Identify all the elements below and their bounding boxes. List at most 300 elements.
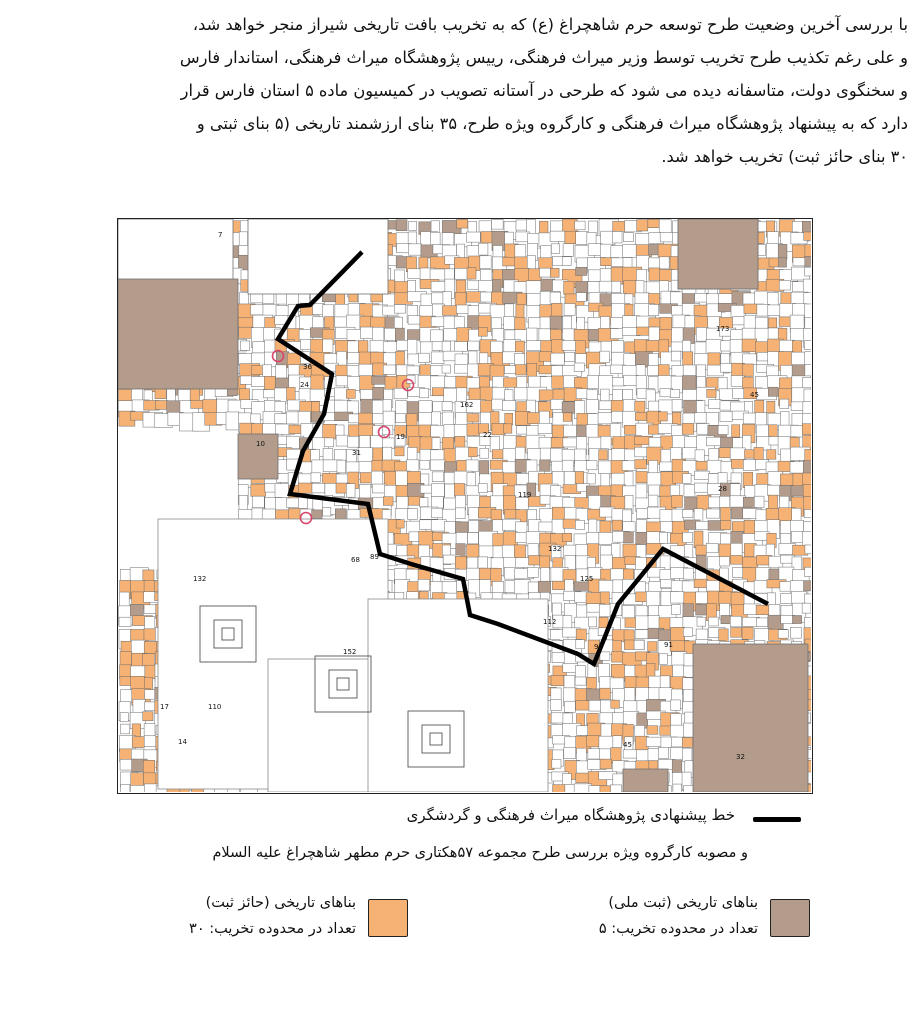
map-parcel xyxy=(600,351,610,363)
map-parcel xyxy=(635,630,649,639)
map-parcel xyxy=(622,461,637,471)
map-parcel xyxy=(263,294,274,304)
map-parcel xyxy=(706,509,719,518)
parcel-number-label: 152 xyxy=(343,648,357,656)
map-parcel xyxy=(479,243,488,255)
map-parcel xyxy=(311,473,320,483)
map-parcel xyxy=(707,389,716,397)
map-parcel xyxy=(550,292,561,304)
map-parcel xyxy=(576,605,586,618)
parcel-number-label: 91 xyxy=(664,641,673,649)
map-parcel xyxy=(253,496,265,508)
map-parcel xyxy=(529,555,541,564)
map-parcel xyxy=(442,365,450,373)
map-parcel xyxy=(720,557,730,566)
map-parcel xyxy=(672,604,681,614)
map-parcel xyxy=(241,341,250,350)
map-parcel xyxy=(623,233,633,242)
map-parcel xyxy=(720,520,731,530)
map-parcel xyxy=(767,450,776,460)
map-parcel xyxy=(601,436,611,450)
parcel-number-label: 24 xyxy=(300,381,309,389)
map-parcel xyxy=(395,447,404,456)
map-parcel xyxy=(563,244,574,256)
map-parcel xyxy=(805,256,811,266)
map-parcel xyxy=(467,268,476,279)
map-parcel xyxy=(132,724,141,737)
parcel-number-label: 31 xyxy=(352,449,361,457)
map-parcel xyxy=(754,496,764,507)
map-parcel xyxy=(600,592,609,605)
map-parcel xyxy=(672,509,684,522)
legend-line-label: خط پیشنهادی پژوهشگاه میراث فرهنگی و گردشگری xyxy=(406,806,735,824)
map-parcel xyxy=(527,413,540,424)
map-parcel xyxy=(346,484,355,497)
map-parcel xyxy=(563,438,578,447)
map-parcel xyxy=(455,508,465,519)
map-parcel xyxy=(336,435,349,446)
map-parcel xyxy=(779,258,787,267)
map-parcel xyxy=(564,676,575,690)
map-parcel xyxy=(612,411,624,422)
map-parcel xyxy=(613,736,622,748)
map-parcel xyxy=(563,713,573,723)
map-parcel xyxy=(803,402,811,415)
map-parcel xyxy=(768,387,778,396)
map-parcel xyxy=(635,460,647,469)
map-parcel xyxy=(467,414,479,422)
map-parcel xyxy=(742,364,753,376)
map-parcel xyxy=(600,244,612,258)
map-parcel xyxy=(298,483,312,493)
map-parcel xyxy=(802,424,811,435)
map-parcel xyxy=(804,581,811,591)
map-parcel xyxy=(577,317,585,329)
intro-line: ۳۰ بنای حائز ثبت) تخریب خواهد شد. xyxy=(661,147,908,166)
map-parcel xyxy=(312,483,325,493)
national-heritage-swatch xyxy=(770,899,810,937)
map-parcel xyxy=(478,484,487,493)
map-parcel xyxy=(550,486,561,497)
map-parcel xyxy=(694,483,707,492)
parcel-number-label: 28 xyxy=(718,485,727,493)
map-parcel xyxy=(730,616,741,627)
map-parcel xyxy=(756,605,771,615)
map-parcel xyxy=(586,735,599,746)
intro-line: دارد که به پیشنهاد پژوهشگاه میراث فرهنگی و کارگروه ویژه طرح، ۳۵ بنای ارزشمند تاریخی (۵ بنای ثبتی و xyxy=(196,114,908,133)
parcel-number-label: 17 xyxy=(160,703,169,711)
map-parcel xyxy=(731,628,742,637)
map-parcel xyxy=(779,317,791,327)
map-parcel xyxy=(517,293,526,305)
map-parcel xyxy=(190,388,199,402)
map-parcel xyxy=(442,402,452,411)
map-parcel xyxy=(636,270,646,282)
map-parcel xyxy=(769,258,779,267)
map-parcel xyxy=(766,508,780,520)
map-parcel xyxy=(408,316,420,324)
map-parcel xyxy=(575,221,585,230)
map-parcel xyxy=(155,401,168,410)
map-parcel xyxy=(563,329,576,342)
map-parcel xyxy=(480,256,491,269)
map-parcel xyxy=(467,532,478,543)
map-parcel xyxy=(682,738,692,748)
map-parcel xyxy=(659,747,669,758)
intro-line: و علی رغم تکذیب طرح تخریب توسط وزیر میراث فرهنگی، رییس پژوهشگاه میراث فرهنگی، استاندار فارس xyxy=(179,48,908,67)
map-parcel xyxy=(359,413,373,424)
map-parcel xyxy=(564,747,576,758)
map-parcel xyxy=(540,268,552,277)
map-open-area xyxy=(368,599,548,792)
map-parcel xyxy=(565,352,575,361)
map-parcel xyxy=(408,244,421,255)
map-parcel xyxy=(575,520,584,529)
parcel-number-label: 89 xyxy=(370,553,379,561)
map-parcel xyxy=(515,365,526,375)
map-parcel xyxy=(792,616,801,624)
map-parcel xyxy=(731,376,744,387)
map-parcel xyxy=(421,294,433,307)
map-parcel xyxy=(551,675,564,686)
parcel-number-label: 45 xyxy=(623,741,632,749)
parcel-number-label: 32 xyxy=(736,753,745,761)
map-parcel xyxy=(696,604,707,615)
map-parcel xyxy=(144,605,157,614)
map-parcel xyxy=(672,306,683,315)
map-parcel xyxy=(119,617,131,626)
map-parcel xyxy=(768,495,777,510)
map-parcel xyxy=(551,399,564,409)
map-parcel xyxy=(550,231,565,241)
map-parcel xyxy=(671,700,681,710)
map-parcel xyxy=(636,471,647,482)
map-parcel xyxy=(455,436,465,448)
map-parcel xyxy=(682,294,694,304)
map-parcel xyxy=(467,281,479,289)
map-building-parcel xyxy=(248,219,388,294)
map-parcel xyxy=(131,666,145,677)
map-parcel xyxy=(684,484,695,496)
map-parcel xyxy=(564,304,575,316)
map-parcel xyxy=(514,353,524,365)
map-parcel xyxy=(730,555,742,564)
map-parcel xyxy=(649,293,660,304)
map-parcel xyxy=(383,365,395,374)
map-parcel xyxy=(805,267,811,276)
map-parcel xyxy=(805,567,811,576)
map-parcel xyxy=(372,327,383,342)
map-parcel xyxy=(742,627,753,639)
map-parcel xyxy=(697,424,709,435)
map-parcel xyxy=(731,459,745,468)
map-parcel xyxy=(538,581,550,594)
map-parcel xyxy=(792,341,801,353)
map-building-parcel xyxy=(118,279,238,389)
map-parcel xyxy=(313,303,324,314)
map-parcel xyxy=(718,425,728,434)
map-parcel xyxy=(780,399,789,408)
map-parcel xyxy=(612,341,624,353)
map-parcel xyxy=(372,484,386,493)
parcel-number-label: 162 xyxy=(460,401,474,409)
map-parcel xyxy=(120,713,128,722)
map-parcel xyxy=(600,652,610,660)
map-parcel xyxy=(442,412,453,426)
map-parcel xyxy=(791,402,803,411)
map-parcel xyxy=(431,508,442,518)
map-parcel xyxy=(720,411,732,421)
map-parcel xyxy=(682,510,693,518)
map-parcel xyxy=(659,654,667,665)
map-parcel xyxy=(143,712,153,721)
map-parcel xyxy=(588,749,600,759)
map-parcel xyxy=(672,495,683,507)
map-parcel xyxy=(660,317,672,330)
map-parcel xyxy=(360,327,373,339)
registered-heritage-count: تعداد در محدوده تخریب: ۳۰ xyxy=(189,921,356,937)
map-parcel xyxy=(719,448,731,458)
map-parcel xyxy=(407,330,421,341)
map-parcel xyxy=(540,460,550,472)
map-parcel xyxy=(682,448,696,459)
map-parcel xyxy=(636,520,647,533)
map-parcel xyxy=(768,318,777,328)
map-parcel xyxy=(467,232,481,242)
map-parcel xyxy=(658,412,667,421)
map-parcel xyxy=(384,328,396,340)
map-parcel xyxy=(552,759,561,768)
map-parcel xyxy=(694,471,709,479)
map-parcel xyxy=(575,677,586,685)
parcel-number-label: 112 xyxy=(543,618,557,626)
legend-boundary-line xyxy=(117,802,813,836)
map-parcel xyxy=(648,495,658,507)
map-parcel xyxy=(790,627,801,638)
map-parcel xyxy=(432,497,444,508)
map-parcel xyxy=(457,219,468,228)
map-parcel xyxy=(479,546,494,557)
map-parcel xyxy=(671,351,681,361)
map-parcel xyxy=(635,412,646,420)
map-parcel xyxy=(670,390,679,398)
map-parcel xyxy=(251,377,265,387)
map-parcel xyxy=(358,341,368,353)
map-parcel xyxy=(538,423,552,433)
map-parcel xyxy=(624,532,634,543)
map-parcel xyxy=(324,438,334,447)
map-parcel xyxy=(587,474,595,484)
map-parcel xyxy=(467,544,479,558)
map-parcel xyxy=(430,269,446,280)
map-parcel xyxy=(468,341,479,350)
map-parcel xyxy=(802,413,811,425)
map-parcel xyxy=(695,413,708,423)
map-parcel xyxy=(420,498,428,507)
map-parcel xyxy=(454,316,464,328)
parcel-number-label: 7 xyxy=(218,231,223,239)
map-parcel xyxy=(574,363,584,371)
map-parcel xyxy=(130,604,143,616)
map-parcel xyxy=(575,472,584,484)
map-parcel xyxy=(743,413,755,424)
map-parcel xyxy=(683,628,692,637)
map-parcel xyxy=(611,785,622,792)
map-parcel xyxy=(277,473,289,482)
map-parcel xyxy=(505,232,514,245)
map-parcel xyxy=(779,340,794,351)
map-parcel xyxy=(589,617,597,627)
map-parcel xyxy=(564,701,575,712)
map-parcel xyxy=(684,568,694,579)
map-parcel xyxy=(647,726,658,735)
map-parcel xyxy=(408,509,418,520)
map-parcel xyxy=(755,400,764,413)
map-parcel xyxy=(709,617,719,626)
map-parcel xyxy=(312,510,323,518)
map-parcel xyxy=(383,399,392,412)
map-parcel xyxy=(600,759,612,769)
map-building-parcel xyxy=(623,769,668,792)
map-parcel xyxy=(778,244,787,259)
map-parcel xyxy=(251,484,266,496)
map-parcel xyxy=(649,305,659,316)
map-parcel xyxy=(132,737,144,748)
map-parcel xyxy=(406,414,417,426)
map-parcel xyxy=(805,317,811,329)
registered-heritage-swatch xyxy=(368,899,408,937)
map-parcel xyxy=(743,354,757,364)
map-parcel xyxy=(551,244,559,254)
map-parcel xyxy=(551,699,562,710)
map-parcel xyxy=(732,425,740,437)
map-parcel xyxy=(709,400,722,409)
map-parcel xyxy=(742,339,757,352)
map-parcel xyxy=(431,484,444,497)
map-parcel xyxy=(360,390,373,401)
parcel-number-label: 36 xyxy=(303,363,312,371)
legend-line-subtitle: و مصوبه کارگروه ویژه بررسی طرح مجموعه ۵۷هکتاری حرم مطهر شاهچراغ علیه السلام xyxy=(212,845,748,861)
map-parcel xyxy=(396,520,404,528)
map-parcel xyxy=(563,616,572,630)
heritage-map xyxy=(117,218,813,794)
map-parcel xyxy=(420,460,430,469)
map-parcel xyxy=(672,412,681,424)
map-parcel xyxy=(683,604,694,617)
map-parcel xyxy=(492,387,505,399)
map-parcel xyxy=(648,219,659,227)
map-parcel xyxy=(805,340,811,349)
parcel-number-label: 110 xyxy=(208,703,222,711)
map-parcel xyxy=(454,483,464,496)
parcel-number-label: 132 xyxy=(548,545,562,553)
map-parcel xyxy=(792,413,803,425)
map-parcel xyxy=(262,365,271,377)
map-parcel xyxy=(505,413,513,425)
map-parcel xyxy=(552,519,564,534)
map-parcel xyxy=(550,221,562,232)
map-parcel xyxy=(551,303,562,317)
map-parcel xyxy=(562,533,571,541)
map-parcel xyxy=(576,640,585,649)
map-parcel xyxy=(779,280,790,290)
map-parcel xyxy=(804,617,811,628)
map-parcel xyxy=(431,520,446,531)
map-parcel xyxy=(672,400,682,412)
map-parcel xyxy=(778,630,788,638)
map-parcel xyxy=(634,640,644,649)
map-parcel xyxy=(550,268,559,277)
map-parcel xyxy=(337,460,346,473)
map-parcel xyxy=(466,460,478,472)
map-parcel xyxy=(382,438,394,448)
map-parcel xyxy=(576,267,587,275)
map-parcel xyxy=(539,352,552,362)
map-parcel xyxy=(418,353,429,362)
map-parcel xyxy=(418,579,430,591)
map-parcel xyxy=(646,591,660,606)
map-parcel xyxy=(491,568,502,581)
map-parcel xyxy=(432,472,443,482)
map-parcel xyxy=(527,567,538,577)
map-parcel xyxy=(682,748,692,761)
map-parcel xyxy=(696,545,706,555)
map-parcel xyxy=(504,424,512,433)
map-parcel xyxy=(526,328,537,341)
map-parcel xyxy=(480,448,489,458)
map-parcel xyxy=(492,423,505,434)
map-parcel xyxy=(504,317,515,330)
map-parcel xyxy=(612,520,622,530)
map-parcel xyxy=(479,461,488,476)
map-parcel xyxy=(682,423,694,434)
parcel-number-label: 98 xyxy=(594,643,603,651)
map-parcel xyxy=(385,376,398,389)
parcel-number-label: 19 xyxy=(396,433,405,441)
map-parcel xyxy=(118,389,133,401)
map-parcel xyxy=(467,424,480,436)
map-parcel xyxy=(802,603,811,613)
map-parcel xyxy=(430,460,445,470)
map-parcel xyxy=(287,387,296,401)
national-heritage-count: تعداد در محدوده تخریب: ۵ xyxy=(598,921,758,937)
map-parcel xyxy=(121,724,130,734)
map-parcel xyxy=(287,498,301,507)
map-parcel xyxy=(601,389,609,401)
map-parcel xyxy=(526,341,542,351)
map-parcel xyxy=(804,232,811,240)
map-canvas xyxy=(118,219,811,792)
map-parcel xyxy=(612,281,621,292)
map-parcel xyxy=(478,328,487,337)
map-parcel xyxy=(586,593,601,606)
map-parcel xyxy=(383,447,392,461)
map-parcel xyxy=(600,688,611,699)
map-building-parcel xyxy=(693,644,808,792)
map-parcel xyxy=(468,447,477,457)
boundary-line-swatch xyxy=(753,817,801,822)
map-parcel xyxy=(383,497,393,506)
map-parcel xyxy=(562,257,571,266)
parcel-number-label: 125 xyxy=(580,575,594,583)
map-parcel xyxy=(683,474,692,484)
parcel-number-label: 132 xyxy=(193,575,207,583)
map-parcel xyxy=(767,366,779,376)
parcel-number-label: 22 xyxy=(483,431,492,439)
map-parcel xyxy=(395,462,409,473)
map-parcel xyxy=(335,509,346,520)
map-parcel xyxy=(697,365,706,377)
